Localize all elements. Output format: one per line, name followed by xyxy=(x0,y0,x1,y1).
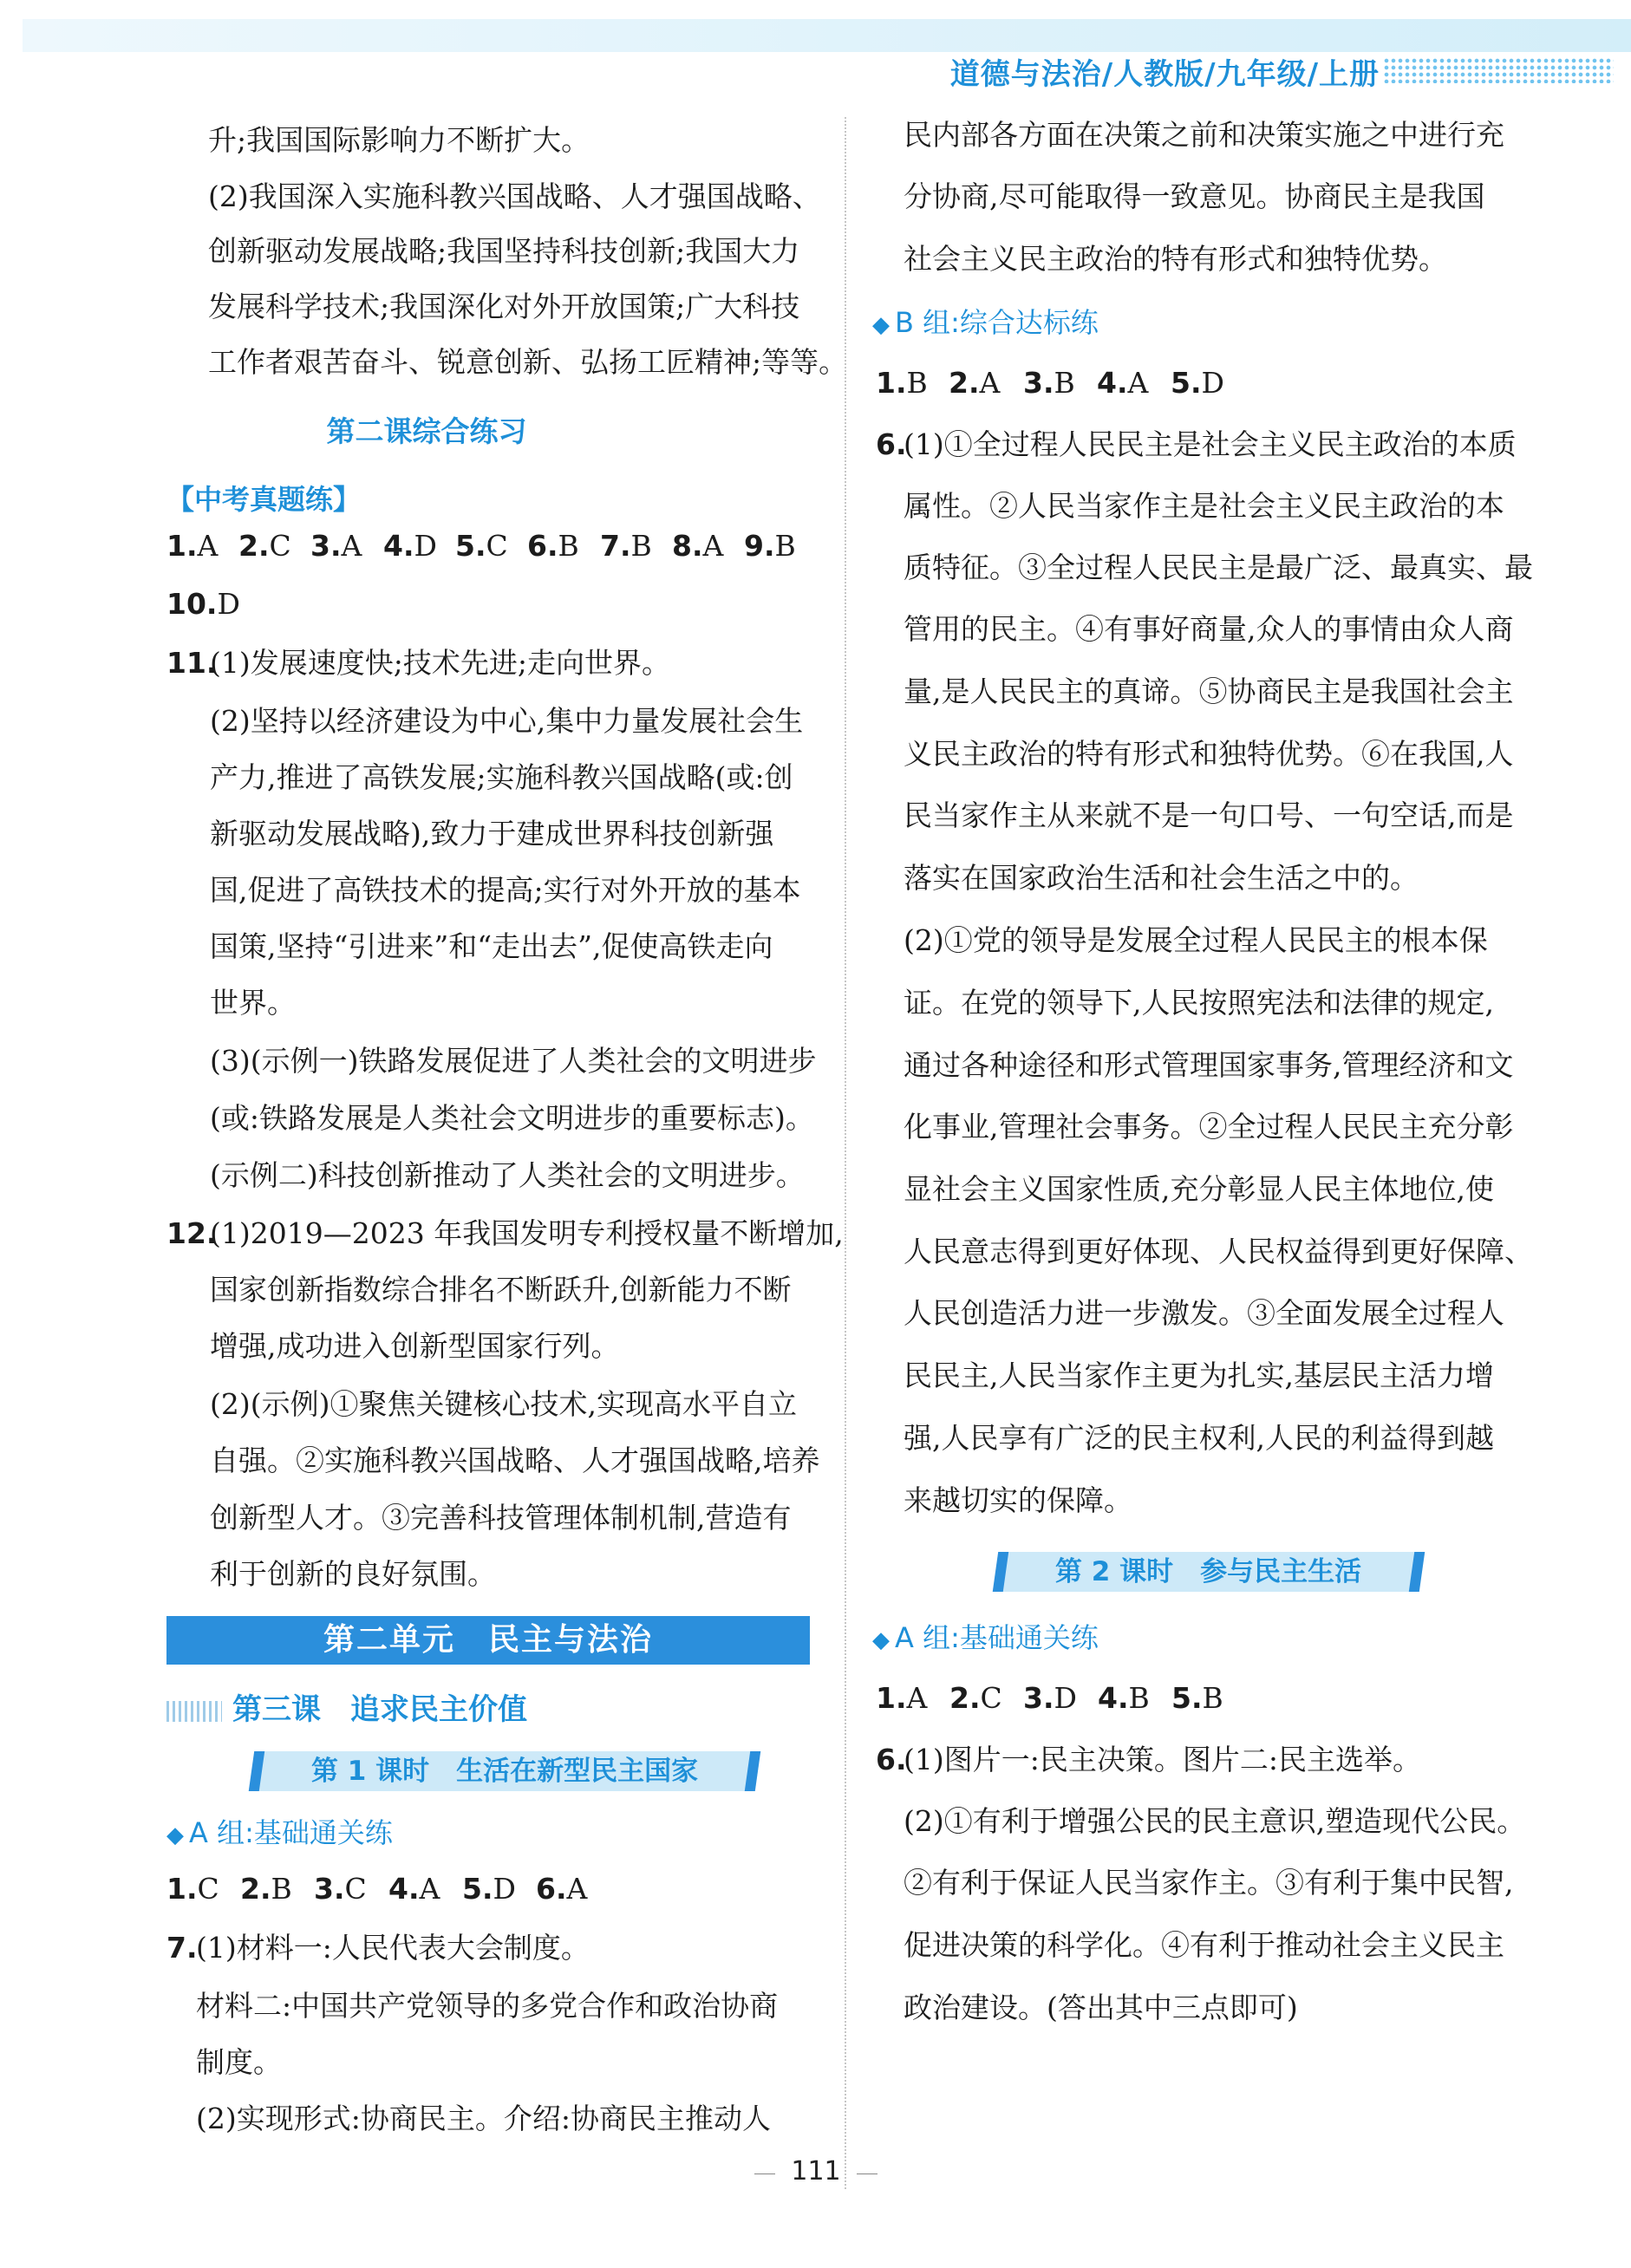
page-number: 111 xyxy=(754,2156,877,2187)
question-number: 1. xyxy=(166,529,198,563)
question-number: 5. xyxy=(455,529,486,563)
question-number: 3. xyxy=(1023,366,1054,400)
text-line: 国家创新指数综合排名不断跃升,创新能力不断 xyxy=(210,1273,792,1307)
text-line: 工作者艰苦奋斗、锐意创新、弘扬工匠精神;等等。 xyxy=(208,345,848,379)
question-number: 5. xyxy=(1171,366,1202,400)
question-number: 2. xyxy=(240,1872,271,1906)
answer: A xyxy=(906,1681,928,1715)
answer: A xyxy=(197,529,219,563)
question-number: 1. xyxy=(876,1681,907,1715)
text-line: 新驱动发展战略),致力于建成世界科技创新强 xyxy=(210,817,774,850)
answer: D xyxy=(217,587,240,621)
q10-row xyxy=(166,587,240,622)
text-line: 制度。 xyxy=(196,2045,282,2079)
text-line: 证。在党的领导下,人民按照宪法和法律的规定, xyxy=(904,986,1494,1020)
header-dot-pattern xyxy=(1383,57,1614,83)
answer: B xyxy=(558,529,579,563)
answer: D xyxy=(493,1872,516,1906)
answer: A xyxy=(702,529,724,563)
text-line: 强,人民享有广泛的民主权利,人民的利益得到越 xyxy=(904,1421,1494,1455)
text-line: (1)材料一:人民代表大会制度。 xyxy=(196,1931,590,1965)
text-line: 管用的民主。④有事好商量,众人的事情由众人商 xyxy=(904,612,1514,646)
question-number: 11. xyxy=(166,646,218,680)
question-number: 6. xyxy=(527,529,558,563)
question-number: 2. xyxy=(949,1681,981,1715)
text-line: 创新型人才。③完善科技管理体制机制,营造有 xyxy=(210,1501,792,1535)
answer: A xyxy=(566,1872,588,1906)
text-line: 人民意志得到更好体现、人民权益得到更好保障、 xyxy=(904,1235,1533,1268)
text-line: 质特征。③全过程人民民主是最广泛、最真实、最 xyxy=(904,551,1533,584)
group-label-text: B 组:综合达标练 xyxy=(895,306,1099,339)
text-line: 促进决策的科学化。④有利于推动社会主义民主 xyxy=(904,1928,1504,1962)
text-line: 发展科学技术;我国深化对外开放国策;广大科技 xyxy=(208,290,800,323)
text-line: 义民主政治的特有形式和独特优势。⑥在我国,人 xyxy=(904,737,1514,771)
text-line: (1)图片一:民主决策。图片二:民主选举。 xyxy=(904,1743,1421,1776)
text-line: 通过各种途径和形式管理国家事务,管理经济和文 xyxy=(904,1048,1514,1082)
unit-banner: 第二单元 民主与法治 xyxy=(166,1616,810,1665)
lesson-title xyxy=(166,1685,527,1728)
answer: C xyxy=(269,529,291,563)
section-title: 第二课综合练习 xyxy=(326,414,527,448)
question-number: 8. xyxy=(672,529,703,563)
tick-decoration xyxy=(166,1701,222,1722)
text-line: (1)2019—2023 年我国发明专利授权量不断增加, xyxy=(210,1216,844,1250)
answer: C xyxy=(980,1681,1002,1715)
text-line: 材料二:中国共产党领导的多党合作和政治协商 xyxy=(196,1989,779,2023)
answer: A xyxy=(1127,366,1149,400)
question-number: 1. xyxy=(876,366,907,400)
period-tag xyxy=(249,1751,760,1791)
answer: C xyxy=(197,1872,219,1906)
answer: A xyxy=(979,366,1001,400)
question-number: 3. xyxy=(310,529,342,563)
text-line: 民当家作主从来就不是一句口号、一句空话,而是 xyxy=(904,798,1514,832)
group-label-text: A 组:基础通关练 xyxy=(189,1816,393,1849)
text-line: (3)(示例一)铁路发展促进了人类社会的文明进步 xyxy=(210,1044,817,1078)
question-number: 6. xyxy=(536,1872,567,1906)
text-line: (2)①有利于增强公民的民主意识,塑造现代公民。 xyxy=(904,1804,1526,1838)
text-line: 量,是人民民主的真谛。⑤协商民主是我国社会主 xyxy=(904,675,1514,708)
question-number: 5. xyxy=(462,1872,493,1906)
answer: B xyxy=(1054,366,1075,400)
text-line: (或:铁路发展是人类社会文明进步的重要标志)。 xyxy=(210,1101,814,1135)
answer: B xyxy=(271,1872,292,1906)
question-number: 9. xyxy=(744,529,775,563)
text-line: 产力,推进了高铁发展;实施科教兴国战略(或:创 xyxy=(210,760,793,794)
question-number: 4. xyxy=(1097,366,1128,400)
question-number: 7. xyxy=(600,529,631,563)
group-label-text: A 组:基础通关练 xyxy=(895,1621,1099,1654)
text-line: 落实在国家政治生活和社会生活之中的。 xyxy=(904,861,1419,895)
answer: A xyxy=(341,529,362,563)
text-line: 民民主,人民当家作主更为扎实,基层民主活力增 xyxy=(904,1359,1494,1392)
text-line: 分协商,尽可能取得一致意见。协商民主是我国 xyxy=(904,179,1485,213)
group-label xyxy=(166,1815,393,1853)
text-line: (2)①党的领导是发展全过程人民民主的根本保 xyxy=(904,923,1488,957)
question-number: 4. xyxy=(388,1872,420,1906)
question-number: 4. xyxy=(383,529,414,563)
answer: A xyxy=(419,1872,440,1906)
answer: D xyxy=(414,529,437,563)
answer: D xyxy=(1054,1681,1077,1715)
text-line: (1)发展速度快;技术先进;走向世界。 xyxy=(210,646,670,680)
answer: C xyxy=(344,1872,367,1906)
text-line: (2)(示例)①聚焦关键核心技术,实现高水平自立 xyxy=(210,1387,797,1421)
period-tag-text: 第 2 课时 参与民主生活 xyxy=(1055,1556,1362,1587)
text-line: 民内部各方面在决策之前和决策实施之中进行充 xyxy=(904,118,1504,152)
mc-answers-row xyxy=(166,529,825,564)
answer: C xyxy=(486,529,508,563)
exam-section-label: 【中考真题练】 xyxy=(166,483,362,516)
mc-answers-row xyxy=(166,1872,825,1906)
lesson-title-text: 第三课 追求民主价值 xyxy=(232,1692,527,1727)
answer: B xyxy=(774,529,796,563)
answer: B xyxy=(906,366,928,400)
column-divider xyxy=(845,117,846,2189)
question-number: 6. xyxy=(876,1743,907,1776)
text-line: (2)坚持以经济建设为中心,集中力量发展社会生 xyxy=(210,704,804,738)
text-line: 社会主义民主政治的特有形式和独特优势。 xyxy=(904,242,1447,276)
period-tag-text: 第 1 课时 生活在新型民主国家 xyxy=(310,1756,699,1787)
answer: B xyxy=(1202,1681,1223,1715)
text-line: 人民创造活力进一步激发。③全面发展全过程人 xyxy=(904,1296,1504,1330)
text-line: (示例二)科技创新推动了人类社会的文明进步。 xyxy=(210,1158,805,1192)
text-line: (2)我国深入实施科教兴国战略、人才强国战略、 xyxy=(208,179,821,213)
answer: B xyxy=(1128,1681,1150,1715)
text-line: ②有利于保证人民当家作主。③有利于集中民智, xyxy=(904,1866,1514,1900)
text-line: 创新驱动发展战略;我国坚持科技创新;我国大力 xyxy=(208,234,800,268)
text-line: 显社会主义国家性质,充分彰显人民主体地位,使 xyxy=(904,1172,1494,1206)
question-number: 1. xyxy=(166,1872,198,1906)
period-tag xyxy=(993,1552,1425,1592)
answer: B xyxy=(630,529,652,563)
text-line: (1)①全过程人民民主是社会主义民主政治的本质 xyxy=(904,427,1517,461)
text-line: 利于创新的良好氛围。 xyxy=(210,1557,496,1591)
mc-answers-row xyxy=(876,1681,1535,1716)
question-number: 5. xyxy=(1171,1681,1203,1715)
mc-answers-row xyxy=(876,366,1535,401)
group-label xyxy=(872,1620,1099,1658)
diamond-icon: ◆ xyxy=(872,1627,890,1653)
question-number: 6. xyxy=(876,427,907,461)
group-label xyxy=(872,305,1099,342)
question-number: 3. xyxy=(1023,1681,1054,1715)
question-number: 7. xyxy=(166,1931,198,1965)
question-number: 12. xyxy=(166,1216,218,1250)
answer: D xyxy=(1201,366,1224,400)
question-number: 2. xyxy=(949,366,980,400)
text-line: (2)实现形式:协商民主。介绍:协商民主推动人 xyxy=(196,2102,771,2135)
text-line: 政治建设。(答出其中三点即可) xyxy=(904,1991,1298,2024)
book-title: 道德与法治/人教版/九年级/上册 xyxy=(949,57,1380,92)
header-band xyxy=(23,19,1631,52)
text-line: 属性。②人民当家作主是社会主义民主政治的本 xyxy=(904,489,1504,523)
question-number: 10. xyxy=(166,587,218,621)
text-line: 来越切实的保障。 xyxy=(904,1483,1132,1517)
question-number: 3. xyxy=(314,1872,345,1906)
question-number: 4. xyxy=(1098,1681,1129,1715)
text-line: 国,促进了高铁技术的提高;实行对外开放的基本 xyxy=(210,873,801,907)
text-line: 升;我国国际影响力不断扩大。 xyxy=(208,123,590,157)
diamond-icon: ◆ xyxy=(872,312,890,338)
text-line: 增强,成功进入创新型国家行列。 xyxy=(210,1329,620,1363)
text-line: 世界。 xyxy=(210,986,296,1020)
question-number: 2. xyxy=(238,529,270,563)
text-line: 化事业,管理社会事务。②全过程人民民主充分彰 xyxy=(904,1110,1514,1144)
text-line: 国策,坚持“引进来”和“走出去”,促使高铁走向 xyxy=(210,929,773,963)
text-line: 自强。②实施科教兴国战略、人才强国战略,培养 xyxy=(210,1444,820,1477)
diamond-icon: ◆ xyxy=(166,1822,184,1848)
